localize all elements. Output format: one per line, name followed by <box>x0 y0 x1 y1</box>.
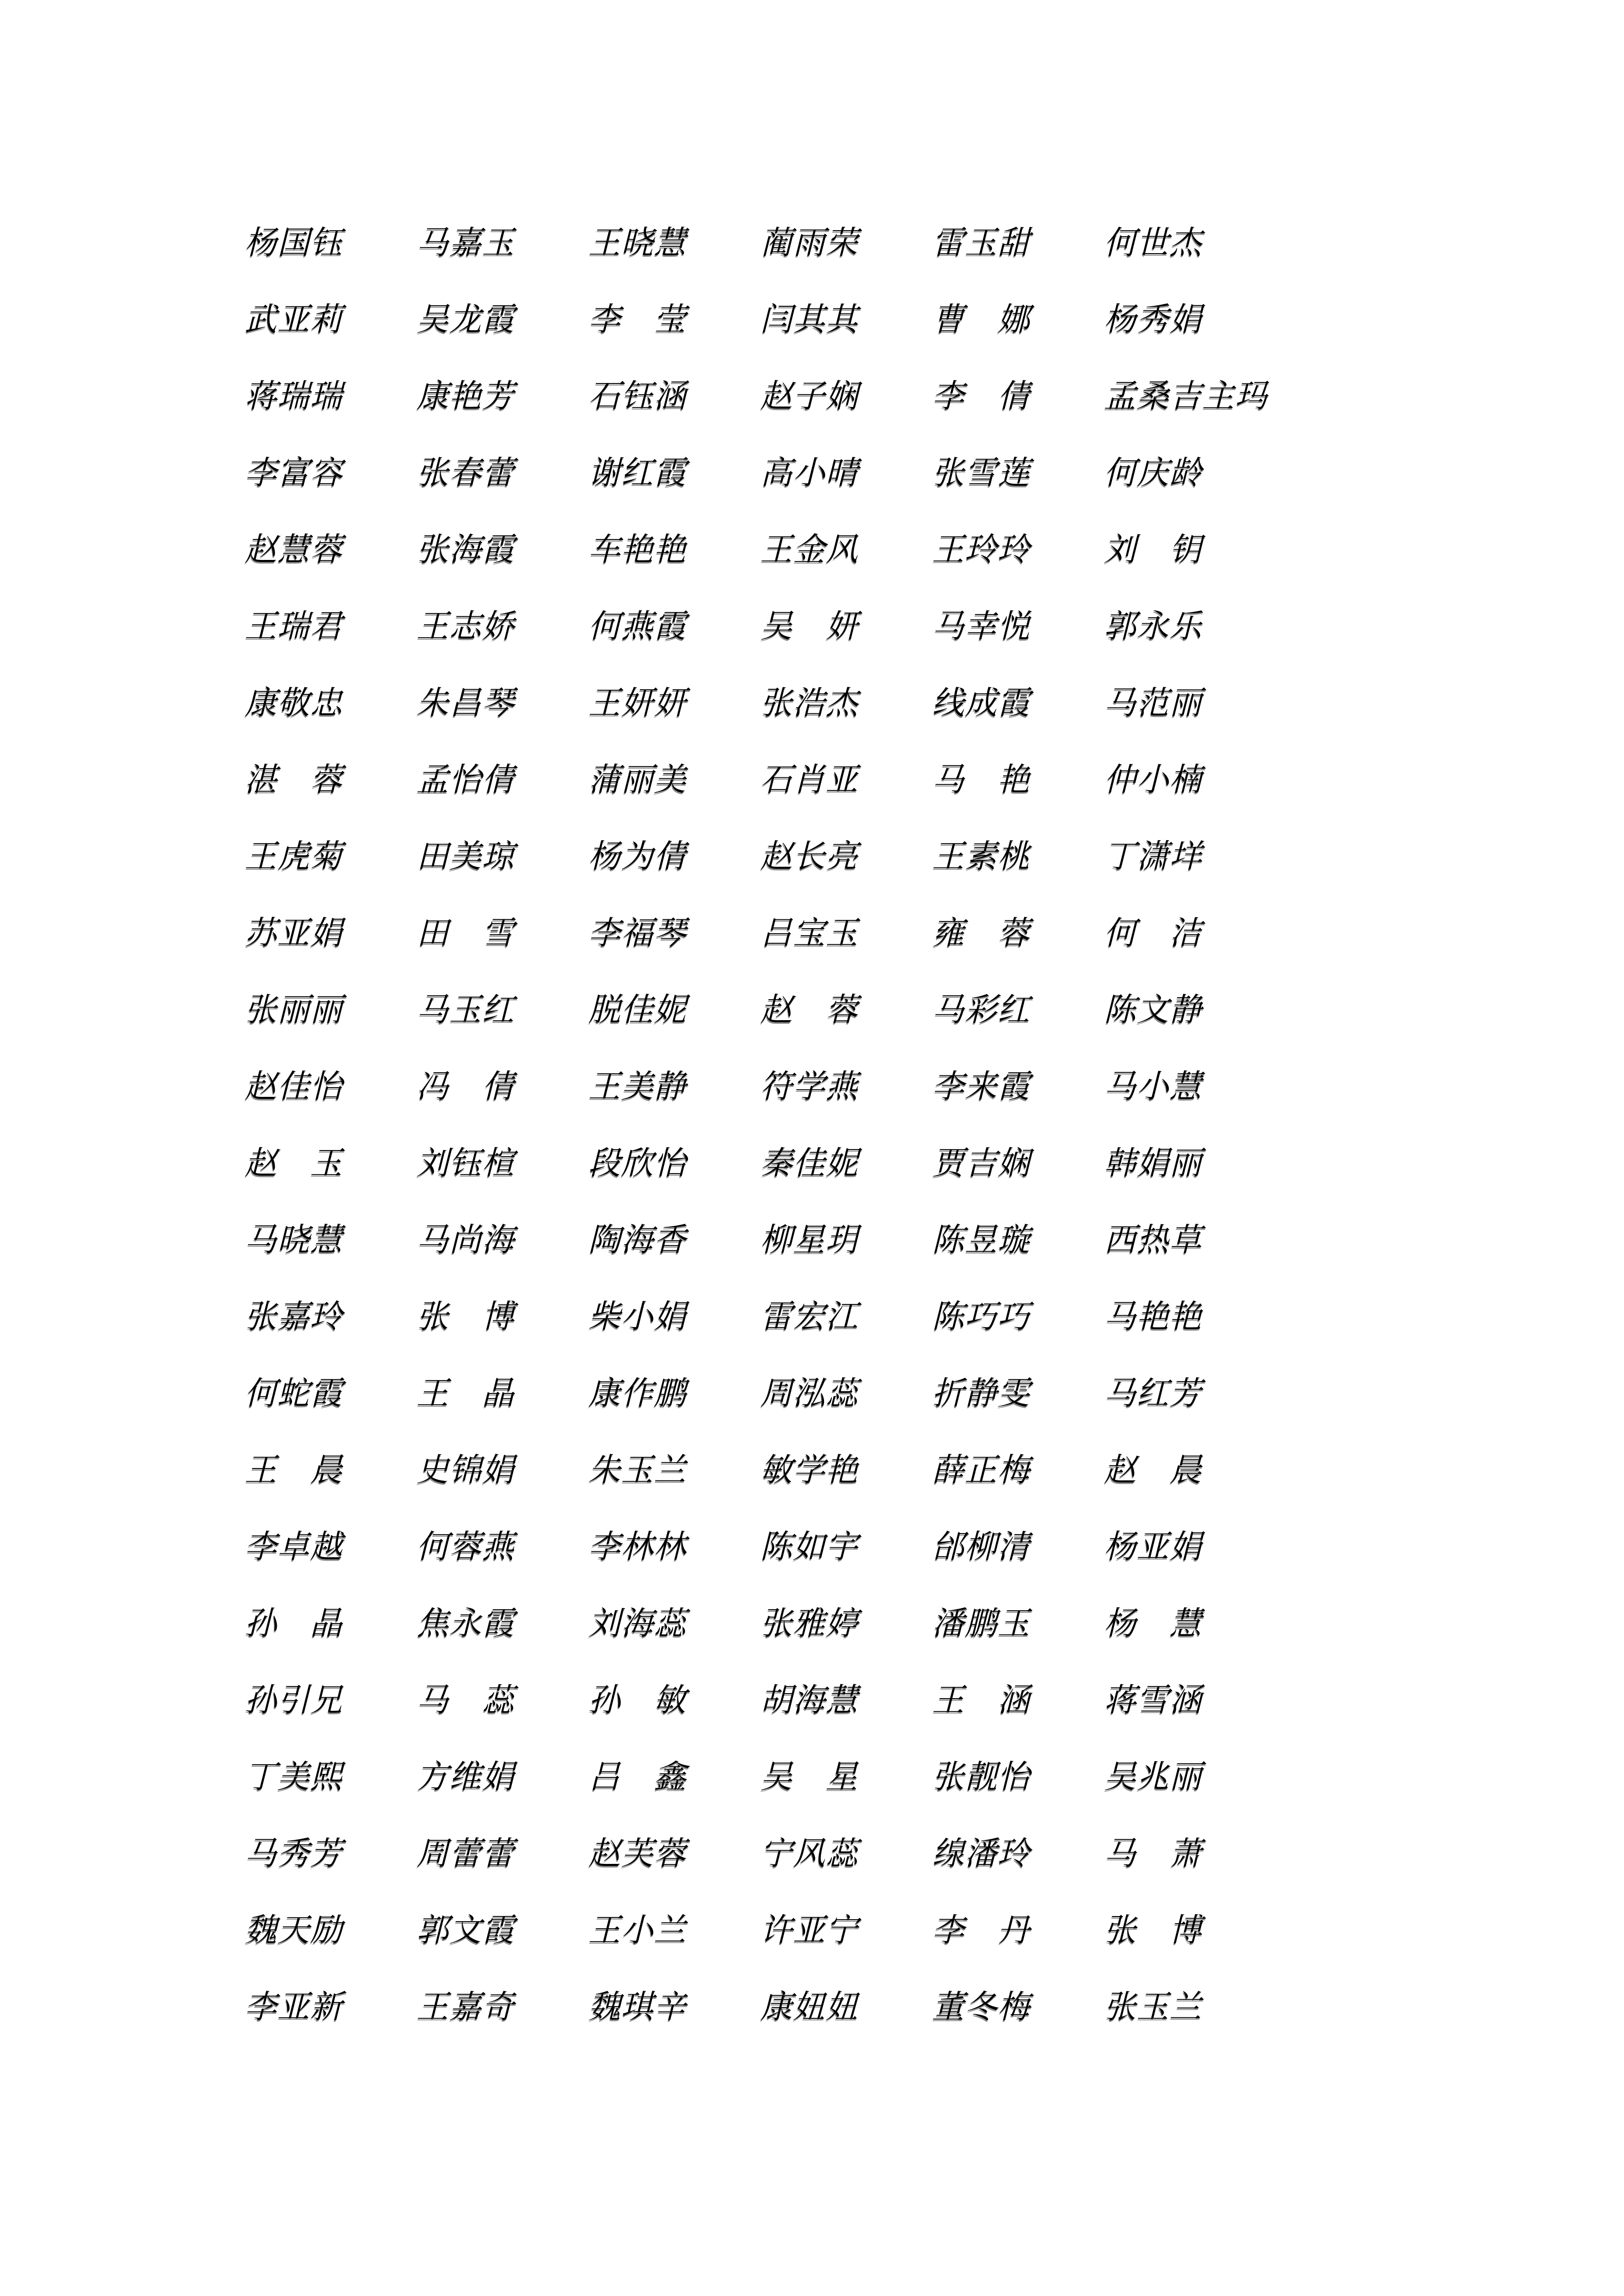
person-name: 符学燕 <box>760 1069 858 1105</box>
person-name: 李 莹 <box>588 302 686 337</box>
person-name: 周蕾蕾 <box>416 1836 515 1872</box>
person-name: 李卓越 <box>244 1529 343 1565</box>
person-name: 何庆龄 <box>1104 455 1202 491</box>
person-name: 马艳艳 <box>1104 1299 1202 1335</box>
person-name: 蒲丽美 <box>588 762 686 798</box>
person-name: 武亚莉 <box>244 302 343 337</box>
person-name: 魏琪辛 <box>588 1989 686 2025</box>
person-name: 苏亚娟 <box>244 915 343 951</box>
person-name: 车艳艳 <box>588 532 686 568</box>
person-name: 李富容 <box>244 455 343 491</box>
person-name: 宁风蕊 <box>760 1836 858 1872</box>
person-name: 吴龙霞 <box>416 302 515 337</box>
person-name: 谢红霞 <box>588 455 686 491</box>
person-name: 张玉兰 <box>1104 1989 1202 2025</box>
person-name: 陈昱璇 <box>932 1222 1030 1258</box>
person-name: 吕 鑫 <box>588 1759 686 1795</box>
person-name: 王晓慧 <box>588 225 686 261</box>
person-name: 韩娟丽 <box>1104 1145 1202 1181</box>
person-name: 赵 蓉 <box>760 992 858 1028</box>
person-name: 马嘉玉 <box>416 225 515 261</box>
person-name: 赵长亮 <box>760 839 858 874</box>
person-name: 董冬梅 <box>932 1989 1030 2025</box>
person-name: 马秀芳 <box>244 1836 343 1872</box>
person-name: 赵子娴 <box>760 378 858 414</box>
person-name: 马尚海 <box>416 1222 515 1258</box>
person-name: 郭永乐 <box>1104 609 1202 644</box>
name-row <box>244 972 1276 1048</box>
person-name: 孙 晶 <box>244 1606 343 1641</box>
person-name: 刘 钥 <box>1104 532 1202 568</box>
person-name: 李来霞 <box>932 1069 1030 1105</box>
person-name: 雍 蓉 <box>932 915 1030 951</box>
person-name: 王 晨 <box>244 1452 343 1488</box>
person-name: 王志娇 <box>416 609 515 644</box>
person-name: 马红芳 <box>1104 1376 1202 1411</box>
person-name: 敏学艳 <box>760 1452 858 1488</box>
person-name: 王 晶 <box>416 1376 515 1411</box>
person-name: 田美琼 <box>416 839 515 874</box>
person-name: 刘钰楦 <box>416 1145 515 1181</box>
person-name: 何世杰 <box>1104 225 1202 261</box>
name-row <box>244 358 1276 435</box>
name-row <box>244 1739 1276 1815</box>
person-name: 孙引兄 <box>244 1682 343 1718</box>
person-name: 西热草 <box>1104 1222 1202 1258</box>
person-name: 缐潘玲 <box>932 1836 1030 1872</box>
person-name: 刘海蕊 <box>588 1606 686 1641</box>
person-name: 赵芙蓉 <box>588 1836 686 1872</box>
person-name: 段欣怡 <box>588 1145 686 1181</box>
person-name: 何蓉燕 <box>416 1529 515 1565</box>
name-row <box>244 895 1276 972</box>
name-row <box>244 665 1276 741</box>
person-name: 马 蕊 <box>416 1682 515 1718</box>
person-name: 陶海香 <box>588 1222 686 1258</box>
person-name: 郭文霞 <box>416 1912 515 1948</box>
person-name: 马玉红 <box>416 992 515 1028</box>
person-name: 许亚宁 <box>760 1912 858 1948</box>
person-name: 丁潇垟 <box>1104 839 1202 874</box>
person-name: 陈巧巧 <box>932 1299 1030 1335</box>
person-name: 秦佳妮 <box>760 1145 858 1181</box>
person-name: 张 博 <box>1104 1912 1202 1948</box>
name-row <box>244 1815 1276 1892</box>
person-name: 曹 娜 <box>932 302 1030 337</box>
person-name: 赵佳怡 <box>244 1069 343 1105</box>
name-row <box>244 1432 1276 1509</box>
person-name: 马小慧 <box>1104 1069 1202 1105</box>
person-name: 史锦娟 <box>416 1452 515 1488</box>
person-name: 魏天励 <box>244 1912 343 1948</box>
person-name: 高小晴 <box>760 455 858 491</box>
person-name: 张雅婷 <box>760 1606 858 1641</box>
person-name: 方维娟 <box>416 1759 515 1795</box>
name-row <box>244 1892 1276 1969</box>
person-name: 何蛇霞 <box>244 1376 343 1411</box>
name-row <box>244 511 1276 588</box>
person-name: 张海霞 <box>416 532 515 568</box>
person-name: 脱佳妮 <box>588 992 686 1028</box>
person-name: 康敬忠 <box>244 685 343 721</box>
person-name: 柳星玥 <box>760 1222 858 1258</box>
name-row <box>244 1125 1276 1202</box>
person-name: 王妍妍 <box>588 685 686 721</box>
name-row <box>244 1278 1276 1355</box>
person-name: 胡海慧 <box>760 1682 858 1718</box>
person-name: 王美静 <box>588 1069 686 1105</box>
person-name: 王素桃 <box>932 839 1030 874</box>
person-name: 赵 玉 <box>244 1145 343 1181</box>
person-name: 雷玉甜 <box>932 225 1030 261</box>
name-row <box>244 205 1276 281</box>
name-row <box>244 281 1276 358</box>
name-row <box>244 1969 1276 2045</box>
person-name: 吴 星 <box>760 1759 858 1795</box>
person-name: 线成霞 <box>932 685 1030 721</box>
person-name: 赵慧蓉 <box>244 532 343 568</box>
person-name: 王嘉奇 <box>416 1989 515 2025</box>
person-name: 王金风 <box>760 532 858 568</box>
name-row <box>244 1585 1276 1662</box>
person-name: 田 雪 <box>416 915 515 951</box>
name-row <box>244 1662 1276 1739</box>
person-name: 杨国钰 <box>244 225 343 261</box>
person-name: 焦永霞 <box>416 1606 515 1641</box>
person-name: 蒋瑞瑞 <box>244 378 343 414</box>
person-name: 蔺雨荣 <box>760 225 858 261</box>
person-name: 张靓怡 <box>932 1759 1030 1795</box>
name-row <box>244 588 1276 665</box>
person-name: 李 丹 <box>932 1912 1030 1948</box>
person-name: 湛 蓉 <box>244 762 343 798</box>
person-name: 马 萧 <box>1104 1836 1202 1872</box>
person-name: 石钰涵 <box>588 378 686 414</box>
person-name: 贾吉娴 <box>932 1145 1030 1181</box>
person-name: 康作鹏 <box>588 1376 686 1411</box>
person-name: 周泓蕊 <box>760 1376 858 1411</box>
person-name: 潘鹏玉 <box>932 1606 1030 1641</box>
person-name: 吴兆丽 <box>1104 1759 1202 1795</box>
person-name: 吕宝玉 <box>760 915 858 951</box>
names-grid <box>244 205 1276 2045</box>
person-name: 张丽丽 <box>244 992 343 1028</box>
name-row <box>244 1048 1276 1125</box>
person-name: 陈如宇 <box>760 1529 858 1565</box>
person-name: 王 涵 <box>932 1682 1030 1718</box>
person-name: 王玲玲 <box>932 532 1030 568</box>
person-name: 朱昌琴 <box>416 685 515 721</box>
name-row <box>244 435 1276 511</box>
person-name: 孙 敏 <box>588 1682 686 1718</box>
person-name: 康艳芳 <box>416 378 515 414</box>
person-name: 陈文静 <box>1104 992 1202 1028</box>
person-name: 王小兰 <box>588 1912 686 1948</box>
person-name: 杨 慧 <box>1104 1606 1202 1641</box>
person-name: 孟桑吉主玛 <box>1104 378 1267 414</box>
person-name: 柴小娟 <box>588 1299 686 1335</box>
person-name: 张浩杰 <box>760 685 858 721</box>
person-name: 康妞妞 <box>760 1989 858 2025</box>
person-name: 折静雯 <box>932 1376 1030 1411</box>
person-name: 马幸悦 <box>932 609 1030 644</box>
person-name: 冯 倩 <box>416 1069 515 1105</box>
person-name: 王虎菊 <box>244 839 343 874</box>
person-name: 杨亚娟 <box>1104 1529 1202 1565</box>
person-name: 蒋雪涵 <box>1104 1682 1202 1718</box>
person-name: 王瑞君 <box>244 609 343 644</box>
person-name: 李亚新 <box>244 1989 343 2025</box>
person-name: 马范丽 <box>1104 685 1202 721</box>
person-name: 雷宏江 <box>760 1299 858 1335</box>
person-name: 马 艳 <box>932 762 1030 798</box>
name-row <box>244 741 1276 818</box>
person-name: 薛正梅 <box>932 1452 1030 1488</box>
person-name: 李 倩 <box>932 378 1030 414</box>
person-name: 杨秀娟 <box>1104 302 1202 337</box>
name-row <box>244 818 1276 895</box>
person-name: 李林林 <box>588 1529 686 1565</box>
person-name: 丁美熙 <box>244 1759 343 1795</box>
person-name: 马晓慧 <box>244 1222 343 1258</box>
person-name: 张春蕾 <box>416 455 515 491</box>
person-name: 张雪莲 <box>932 455 1030 491</box>
name-row <box>244 1509 1276 1585</box>
person-name: 邰柳清 <box>932 1529 1030 1565</box>
person-name: 石肖亚 <box>760 762 858 798</box>
person-name: 闫其其 <box>760 302 858 337</box>
person-name: 孟怡倩 <box>416 762 515 798</box>
person-name: 马彩红 <box>932 992 1030 1028</box>
name-row <box>244 1202 1276 1278</box>
person-name: 张 博 <box>416 1299 515 1335</box>
person-name: 何 洁 <box>1104 915 1202 951</box>
person-name: 杨为倩 <box>588 839 686 874</box>
person-name: 张嘉玲 <box>244 1299 343 1335</box>
person-name: 何燕霞 <box>588 609 686 644</box>
person-name: 朱玉兰 <box>588 1452 686 1488</box>
name-row <box>244 1355 1276 1432</box>
person-name: 仲小楠 <box>1104 762 1202 798</box>
person-name: 李福琴 <box>588 915 686 951</box>
person-name: 吴 妍 <box>760 609 858 644</box>
person-name: 赵 晨 <box>1104 1452 1202 1488</box>
